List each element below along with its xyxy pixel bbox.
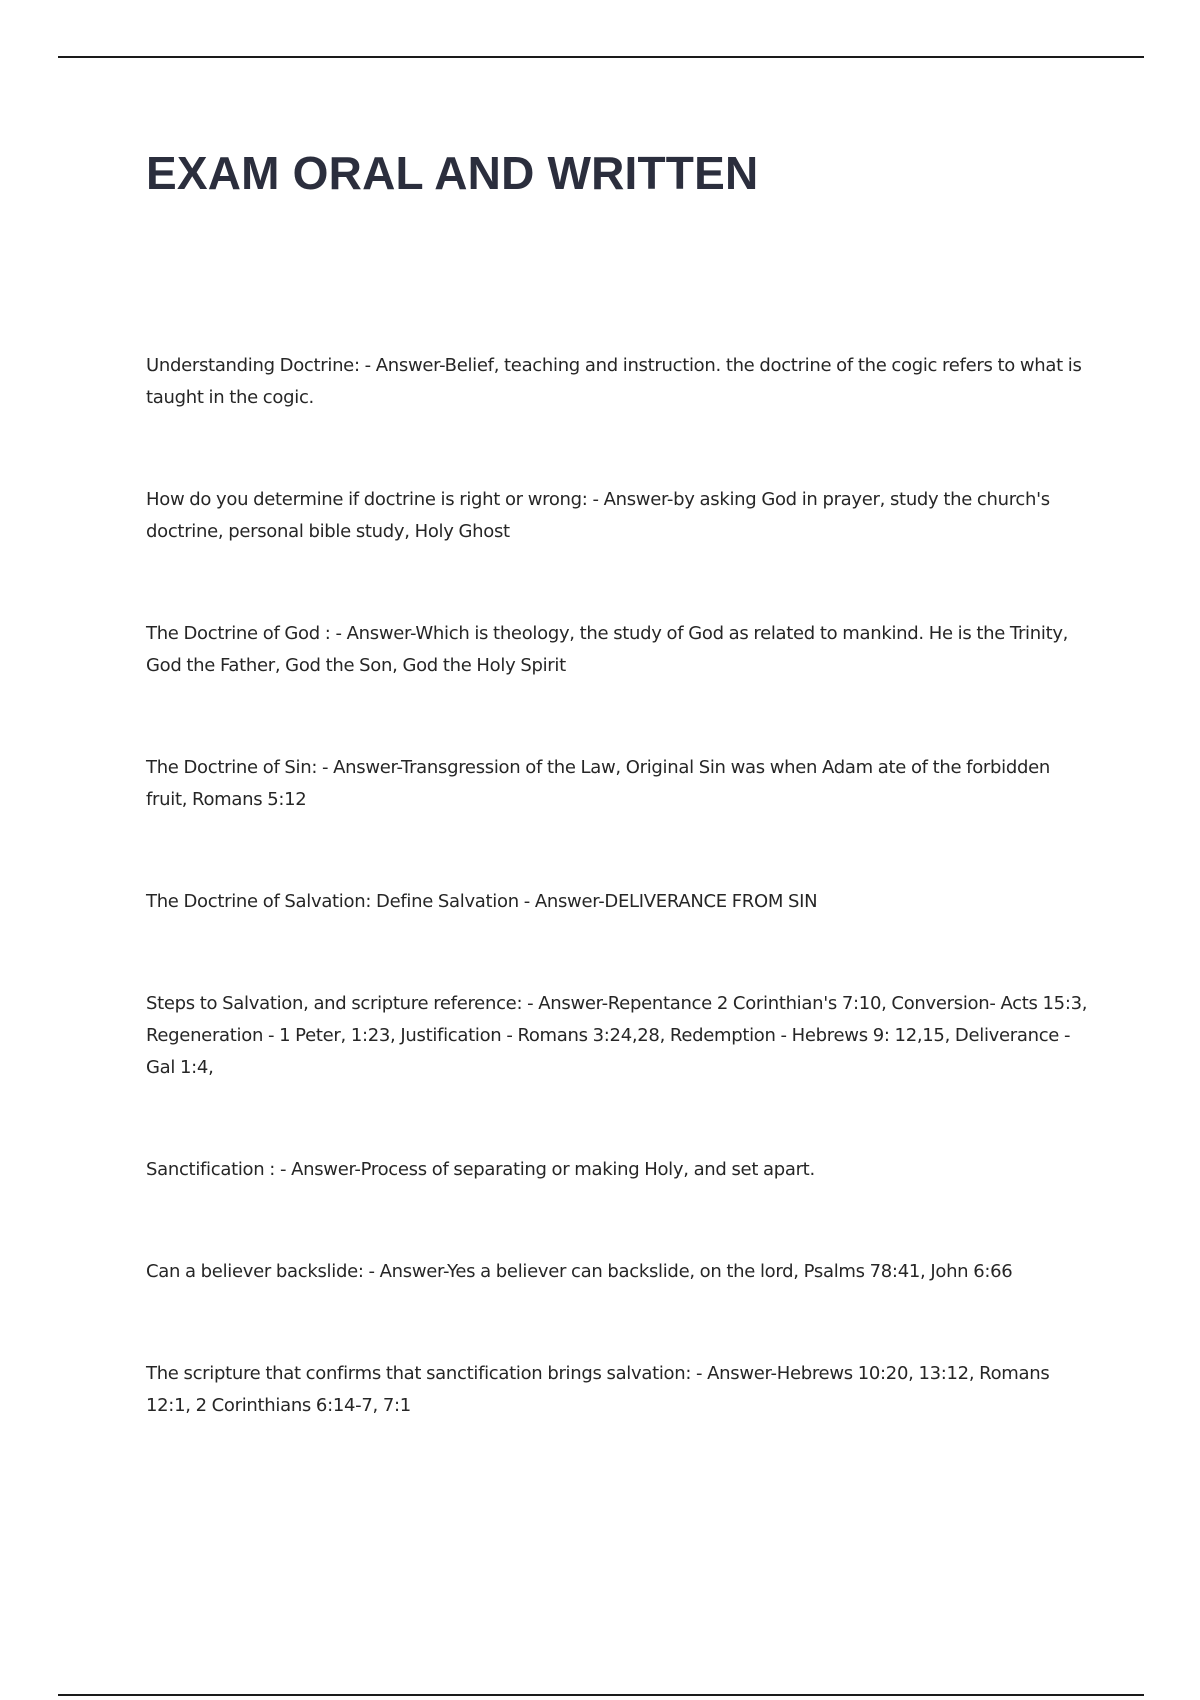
qa-item-sanctification: Sanctification : - Answer-Process of separating or making Holy, and set apart. (146, 1159, 815, 1180)
qa-item-understanding-doctrine: Understanding Doctrine: - Answer-Belief, teaching and instruction. the doctrine of the cogic refers to what is taught in the cogic. (146, 355, 1082, 408)
page-title: EXAM ORAL AND WRITTEN (146, 147, 759, 199)
qa-item-sanctification-scripture: The scripture that confirms that sanctification brings salvation: - Answer-Hebrews 10:20, 13:12, Romans 12:1, 2 Corinthians 6:14-7, 7:1 (146, 1363, 1050, 1416)
qa-item-determine-doctrine: How do you determine if doctrine is right or wrong: - Answer-by asking God in prayer, study the church's doctrine, personal bible study, Holy Ghost (146, 489, 1050, 542)
qa-item-doctrine-of-sin: The Doctrine of Sin: - Answer-Transgression of the Law, Original Sin was when Adam ate of the forbidden fruit, Romans 5:12 (146, 757, 1050, 810)
qa-item-backslide: Can a believer backslide: - Answer-Yes a believer can backslide, on the lord, Psalms 78:41, John 6:66 (146, 1261, 1013, 1282)
top-divider (58, 56, 1144, 58)
qa-item-steps-to-salvation: Steps to Salvation, and scripture reference: - Answer-Repentance 2 Corinthian's 7:10, Conversion- Acts 15:3, Regeneration - 1 Peter, 1:23, Justification - Romans 3:24,28, Redemption - Hebrews 9: 12,15, Deliverance - Gal 1:4, (146, 993, 1088, 1078)
qa-item-doctrine-of-salvation: The Doctrine of Salvation: Define Salvation - Answer-DELIVERANCE FROM SIN (146, 891, 818, 912)
question-answer-list (146, 350, 1096, 1492)
qa-item-doctrine-of-god: The Doctrine of God : - Answer-Which is theology, the study of God as related to mankind. He is the Trinity, God the Father, God the Son, God the Holy Spirit (146, 623, 1069, 676)
bottom-divider (58, 1694, 1144, 1696)
